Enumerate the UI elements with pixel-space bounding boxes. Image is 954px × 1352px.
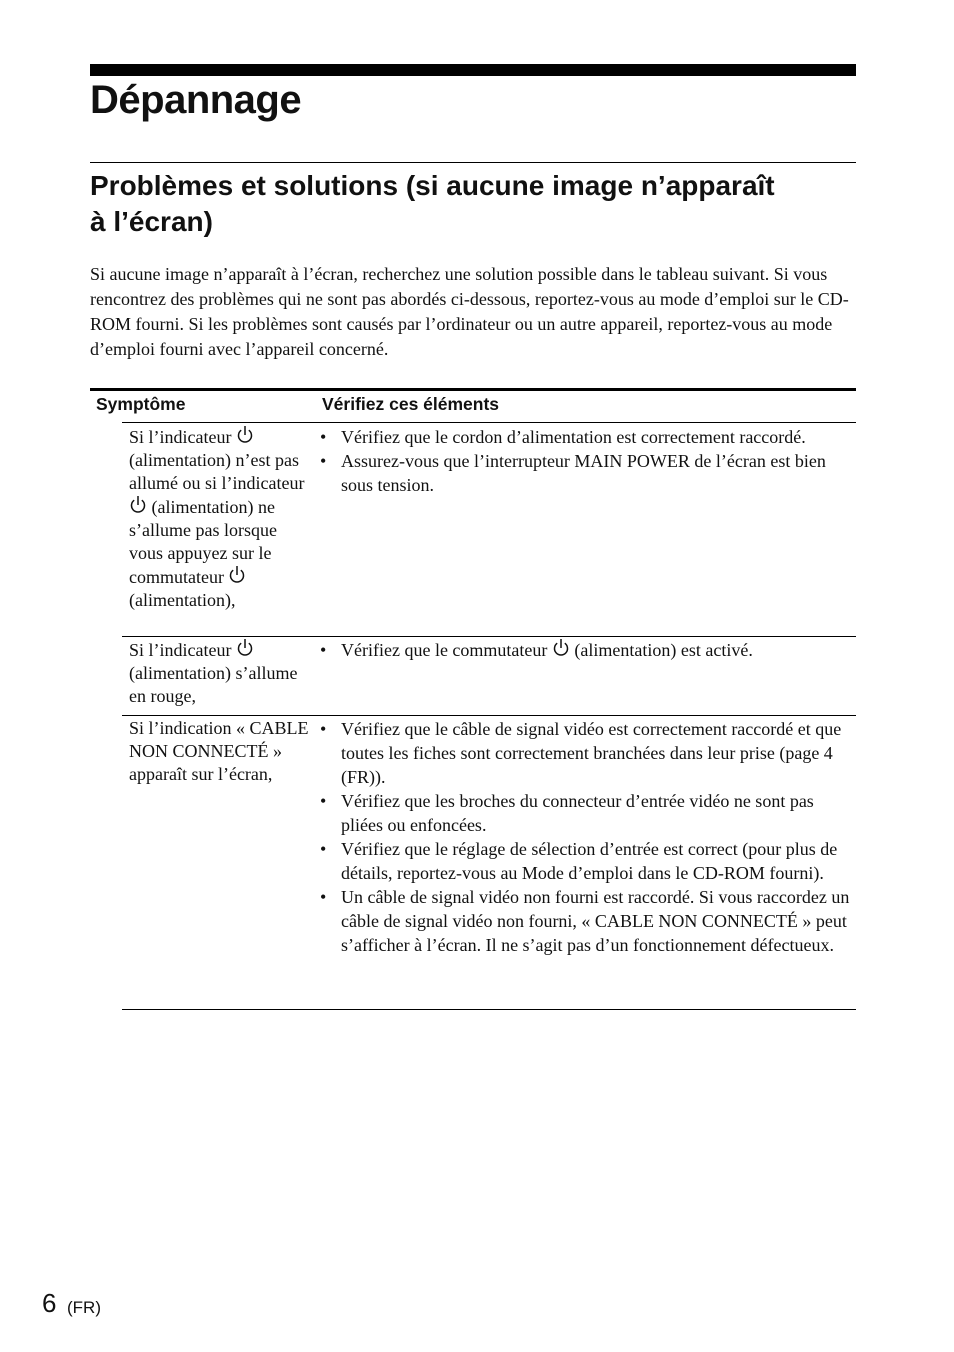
- row-divider: [122, 636, 856, 637]
- check-text: Vérifiez que le commutateur: [341, 640, 548, 660]
- chapter-top-rule: [90, 64, 856, 76]
- check-list: [320, 638, 850, 662]
- table-row: [122, 638, 856, 716]
- symptom-text: (alimentation) ne s’allume pas lorsque vous appuyez sur le commutateur: [129, 497, 277, 587]
- row-divider: [122, 1009, 856, 1010]
- chapter-title: Dépannage: [90, 78, 302, 122]
- power-icon: [552, 638, 570, 658]
- page-language: (FR): [67, 1298, 101, 1317]
- check-item: [320, 638, 850, 662]
- power-icon: [228, 565, 246, 585]
- table-row: [122, 717, 856, 1010]
- header-symptom: Symptôme: [96, 394, 186, 414]
- check-list: [320, 717, 850, 957]
- table-row: [122, 425, 856, 637]
- check-item: • Un câble de signal vidéo non fourni est raccordé. Si vous raccordez un câble de signal vidéo non fourni, « CABLE NON CONNECTÉ » peut s’afficher à l’écran. Il ne s’agit pas d’un fonctionnement défectueux.: [320, 885, 850, 957]
- check-item: • Vérifiez que les broches du connecteur d’entrée vidéo ne sont pas pliées ou enfoncées.: [320, 789, 850, 837]
- power-icon: [236, 638, 254, 658]
- symptom-text: Si l’indicateur: [129, 640, 232, 660]
- check-item: • Vérifiez que le câble de signal vidéo est correctement raccordé et que toutes les fiches sont correctement branchées dans leur prise (page 4 (FR)).: [320, 717, 850, 789]
- check-item: • Assurez-vous que l’interrupteur MAIN POWER de l’écran est bien sous tension.: [320, 449, 850, 497]
- symptom-text: Si l’indication « CABLE NON CONNECTÉ » apparaît sur l’écran,: [129, 718, 309, 784]
- power-icon: [129, 495, 147, 515]
- symptom-cell: [129, 717, 309, 786]
- section-rule: [90, 162, 856, 163]
- check-list: [320, 425, 850, 497]
- section-title: Problèmes et solutions (si aucune image n’apparaît à l’écran): [90, 170, 775, 237]
- header-check: Vérifiez ces éléments: [322, 394, 500, 414]
- symptom-text: (alimentation) s’allume en rouge,: [129, 663, 298, 706]
- symptom-text: (alimentation) n’est pas allumé ou si l’indicateur: [129, 450, 305, 493]
- power-icon: [236, 425, 254, 445]
- symptom-text: (alimentation),: [129, 590, 236, 610]
- table-top-rule: [90, 388, 856, 391]
- table-header: [90, 394, 856, 422]
- intro-paragraph: Si aucune image n’apparaît à l’écran, recherchez une solution possible dans le tableau suivant. Si vous rencontrez des problèmes qui ne sont pas abordés ci-dessous, reportez-vous au mode d’emploi sur le CD-ROM fourni. Si les problèmes sont causés par l’ordinateur ou un autre appareil, reportez-vous au mode d’emploi fourni avec l’appareil concerné.: [90, 264, 849, 359]
- check-item: • Vérifiez que le cordon d’alimentation est correctement raccordé.: [320, 425, 850, 449]
- page-number: 6: [42, 1288, 57, 1318]
- row-divider: [122, 715, 856, 716]
- symptom-cell: [129, 425, 309, 612]
- symptom-cell: [129, 638, 309, 708]
- symptom-text: Si l’indicateur: [129, 427, 232, 447]
- check-text: (alimentation) est activé.: [574, 640, 753, 660]
- check-item: • Vérifiez que le réglage de sélection d’entrée est correct (pour plus de détails, reportez-vous au Mode d’emploi dans le CD-ROM fourni).: [320, 837, 850, 885]
- table-header-rule: [122, 422, 856, 423]
